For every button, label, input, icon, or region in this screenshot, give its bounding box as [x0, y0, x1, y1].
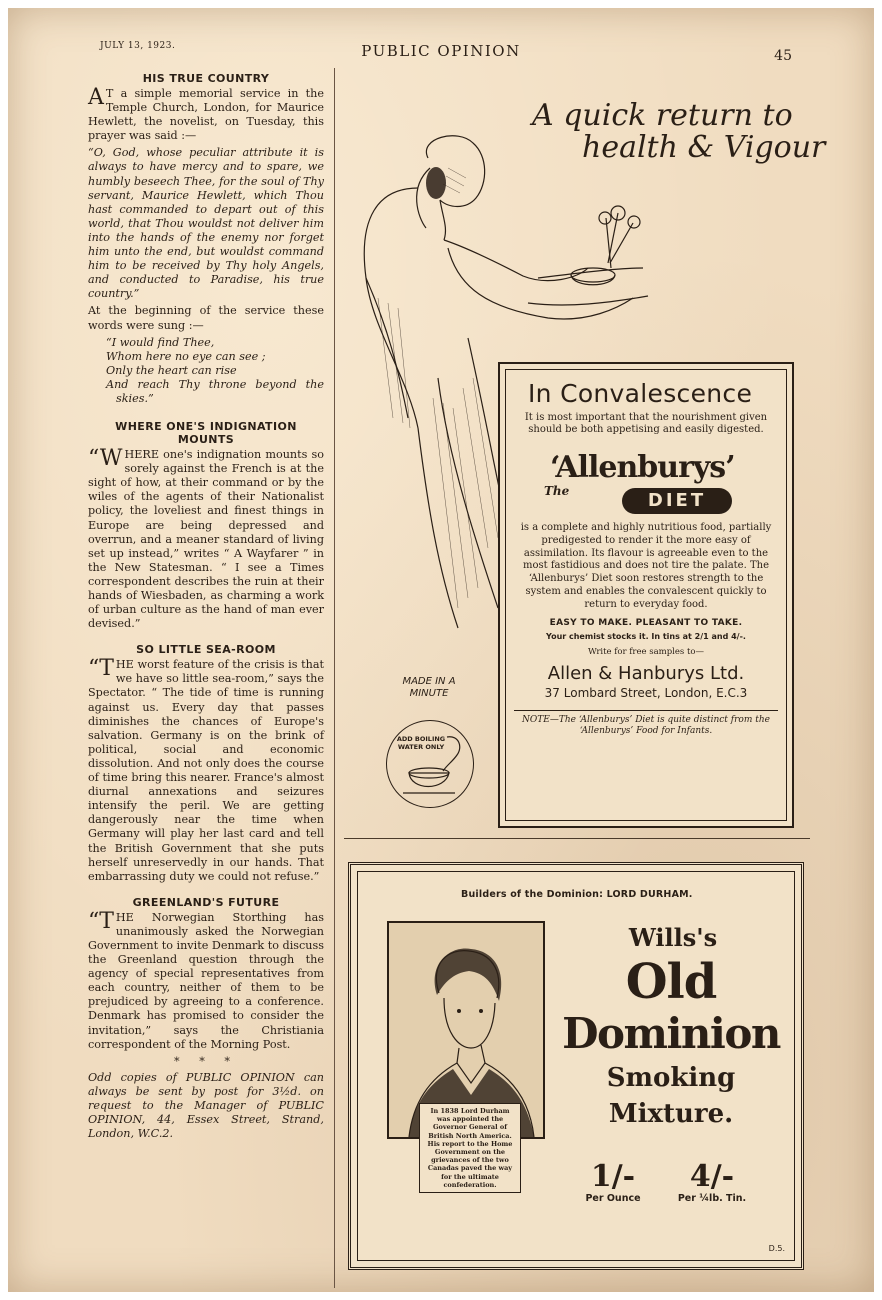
- price-ounce: [573, 1161, 653, 1204]
- article-his-true-country: [88, 87, 324, 143]
- allenburys-logo: [540, 446, 772, 520]
- allenburys-ad-box: [498, 362, 794, 828]
- verse-line: “I would find Thee,: [106, 335, 215, 349]
- made-in-minute-label: MADE IN A MINUTE: [402, 676, 456, 699]
- subscription-note: Odd copies of PUBLIC OPINION can always be sent by post for 3½d. on request to the Manager of PUBLIC OPINION, 44, Essex Street, Strand, London, W.C.2.: [88, 1070, 324, 1141]
- ad-availability: Your chemist stocks it. In tins at 2/1 and 4/-.: [546, 631, 746, 641]
- heading-indignation: WHERE ONE'S INDIGNATION MOUNTS: [115, 420, 297, 447]
- ad-reference: D.5.: [768, 1244, 785, 1253]
- price-label: Per Ounce: [585, 1193, 641, 1204]
- drop-cap: “W: [88, 446, 123, 472]
- publication-title: PUBLIC OPINION: [361, 42, 521, 60]
- article-greenland: [88, 908, 324, 1052]
- section-divider-stars: * * *: [174, 1054, 238, 1068]
- newspaper-page: [8, 8, 874, 1292]
- verse-line: Only the heart can rise: [106, 363, 237, 377]
- drop-cap: A: [88, 85, 104, 110]
- bowl-icon: [387, 721, 473, 807]
- bowl-instruction: ADD BOILING WATER ONLY: [396, 735, 446, 751]
- company-name: Allen & Hanburys Ltd.: [547, 662, 745, 684]
- wills-ad-box: [348, 862, 804, 1270]
- brand-name: ‘Allenburys’: [550, 450, 735, 485]
- issue-date: JULY 13, 1923.: [100, 41, 176, 51]
- paragraph: HERE one's indignation mounts so sorely against the French is at the sight of how, at their command or by the wiles of the agents of their Nationalist policy, the loveliest and finest things in Europe are being depressed and overrun, and a meaner standard of living set up instead,” writes “ A Wayfarer ” in the New Statesman. “ I see a Times correspondent describes the ruin at their hands of Wiesbaden, as charming a work of urban culture as the hand of man ever devised.”: [88, 448, 324, 631]
- heading-sea-room: SO LITTLE SEA-ROOM: [136, 643, 276, 657]
- price-label: Per ¼lb. Tin.: [677, 1193, 747, 1204]
- verse-line: Whom here no eye can see ;: [106, 349, 266, 363]
- price-value: 4/-: [689, 1159, 735, 1194]
- paragraph: T a simple memorial service in the Temple Church, London, for Maurice Hewlett, the novelist, on Tuesday, this prayer was said :—: [88, 87, 324, 143]
- ad-divider-rule: [344, 838, 810, 839]
- wills-brand: Wills's: [628, 923, 718, 952]
- paragraph: HE Norwegian Storthing has unanimously asked the Norwegian Government to invite Denmark to discuss the Greenland question through the agency of special representatives from each country, neither of them to be prejudiced by agreeing to a conference. Denmark has promised to consider the invitation,” says the Christiania correspondent of the Morning Post.: [88, 910, 324, 1051]
- slogan-line: A quick return to: [532, 98, 793, 133]
- ad-heading: In Convalescence: [528, 379, 753, 408]
- ad-samples: Write for free samples to—: [587, 646, 705, 657]
- heading-his-true-country: HIS TRUE COUNTRY: [142, 72, 270, 85]
- company-address: 37 Lombard Street, London, E.C.3: [544, 685, 748, 700]
- ad-inner-frame: [505, 369, 787, 821]
- ad-series-title: Builders of the Dominion: LORD DURHAM.: [461, 889, 693, 900]
- portrait-caption: In 1838 Lord Durham was appointed the Governor General of British North America. His report to the Home Government on the grievances of the two Canadas paved the way for the ultimate confederation.: [419, 1103, 521, 1193]
- article-indignation: [88, 448, 324, 631]
- verse-line: And reach Thy throne beyond the skies.”: [106, 377, 324, 405]
- ad-tagline: EASY TO MAKE. PLEASANT TO TAKE.: [549, 617, 743, 628]
- news-column: [88, 72, 324, 1144]
- price-value: 1/-: [590, 1159, 636, 1194]
- heading-greenland: GREENLAND'S FUTURE: [132, 895, 280, 909]
- ad-body: is a complete and highly nutritious food, partially predigested to render it the more easy of assimilation. Its flavour is agreeable even to the most fastidious and does not tire the palate. The ‘Allenburys’ Diet soon restores strength to the system and enables the convalescent quickly to return to everyday food.: [520, 522, 772, 610]
- product-type-line: Smoking: [606, 1063, 736, 1093]
- prayer-quote: “O, God, whose peculiar attribute it is always to have mercy and to spare, we humbly beseech Thee, for the soul of Thy servant, Maurice Hewlett, which Thou hast commanded to depart out of this world, that Thou wouldst not deliver him into the hands of the enemy nor forget him unto the end, but wouldst command him to be received by Thy holy Angels, and conducted to Paradise, his true country.”: [88, 146, 324, 301]
- brand-article: The: [544, 484, 570, 498]
- paragraph: At the beginning of the service these words were sung :—: [88, 304, 324, 332]
- price-tin: [667, 1161, 757, 1204]
- hymn-verse: [88, 336, 324, 406]
- drop-cap: “T: [88, 656, 114, 682]
- article-sea-room: [88, 658, 324, 884]
- diet-badge: DIET: [622, 488, 732, 514]
- bowl-illustration: [386, 720, 474, 808]
- page-number: 45: [774, 48, 792, 64]
- product-type-line: Mixture.: [608, 1099, 734, 1129]
- column-rule: [334, 68, 335, 1288]
- paragraph: HE worst feature of the crisis is that we have so little sea-room,” says the Spectator. “ The tide of time is running against us. Every day that passes diminishes the chances of Europe's salvation. Germany is on the brink of political, social and economic dissolution. And not only does the course of time bring this nearer. France's almost diurnal annexations and seizures intensify the peril. We are getting dangerously near the time when Germany will play her last card and tell the British Government that she puts herself unreservedly in our hands. That embarrassing duty we could not refuse.”: [88, 658, 324, 883]
- drop-cap: “T: [88, 908, 114, 934]
- ad-note: NOTE—The ‘Allenburys’ Diet is quite distinct from the ‘Allenburys’ Food for Infants.: [522, 714, 770, 736]
- slogan-line: health & Vigour: [582, 130, 826, 165]
- product-name-line: Old: [625, 954, 717, 1010]
- ad-intro: It is most important that the nourishment given should be both appetising and easily digested.: [524, 412, 768, 435]
- product-name-line: Dominion: [562, 1009, 780, 1058]
